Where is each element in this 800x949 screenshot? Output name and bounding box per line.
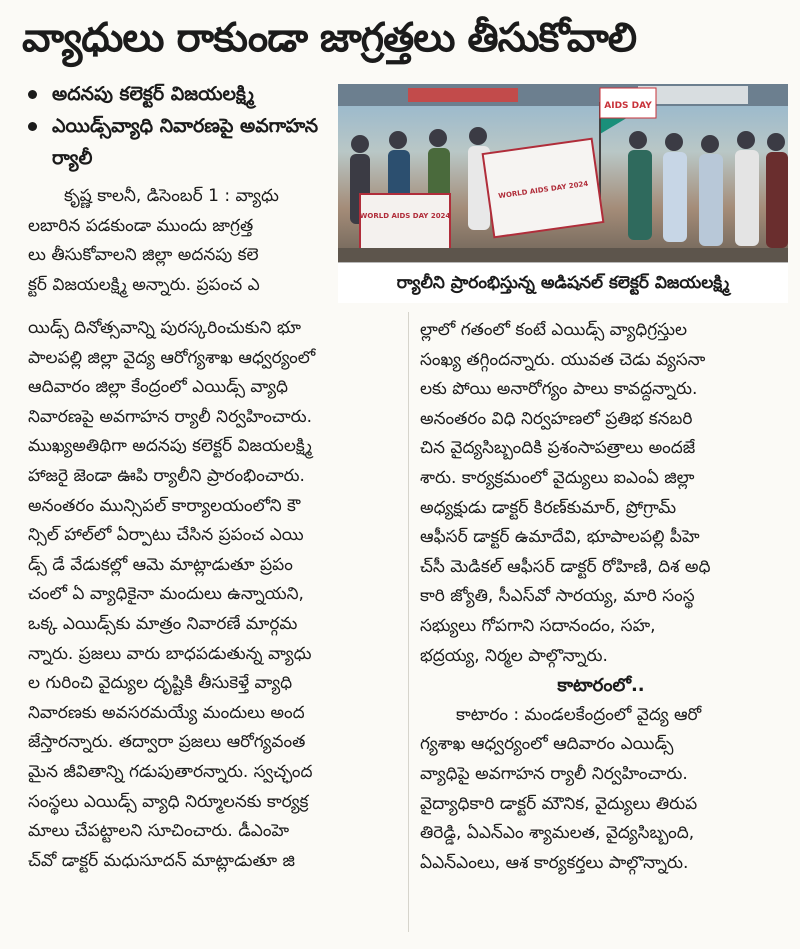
article-line: లకు పోయి అనారోగ్యం పాలు కావద్దన్నారు. [420,379,698,400]
article-line: ఆఫీసర్ డాక్టర్ ఉమాదేవి, భూపాలపల్లి పీహె [420,527,700,548]
rally-photo-illustration [338,84,788,262]
article-line: మాలు చేపట్టాలని సూచించారు. డీఎంహె [28,821,290,842]
aids-day-sign-text: AIDS DAY [604,101,652,111]
banner-left-text: WORLD AIDS DAY 2024 [359,212,451,220]
person-body [766,152,788,248]
person-body [699,154,723,246]
banner-center-text: WORLD AIDS DAY 2024 [497,179,589,201]
article-line: శారు. కార్యక్రమంలో వైద్యులు ఐఎంఏ జిల్లా [420,467,695,488]
article-line: అనంతరం మున్సిపల్ కార్యాలయంలోని కౌ [28,495,301,516]
article-line: వైద్యాధికారి డాక్టర్ మౌనిక, వైద్యులు తిరుప [420,793,698,814]
article-line: చ్‌సీ మెడికల్ ఆఫీసర్ డాక్టర్ రోహిణి, దిశ అధి [420,556,711,577]
article-line: చంలో ఏ వ్యాధికైనా మందులు ఉన్నాయని, [28,584,304,605]
article-line: మైన జీవితాన్ని గడుపుతారన్నారు. స్వచ్ఛంద [28,761,313,782]
person-body [663,152,687,242]
photo-caption: ర్యాలీని ప్రారంభిస్తున్న అడిషనల్ కలెక్టర్ విజయలక్ష్మి [338,262,788,303]
person [389,131,407,149]
article-line: సంస్థలు ఎయిడ్స్ వ్యాధి నిర్మూలనకు కార్యక్ర [28,791,309,812]
person [701,135,719,153]
person [665,133,683,151]
article-line: నివారణపై అవగాహన ర్యాలీ నిర్వహించారు. [28,406,313,427]
column-divider [408,312,409,932]
article-line: సంఖ్య తగ్గిందన్నారు. యువత చెడు వ్యసనా [420,349,706,370]
person [469,127,487,145]
article-line: జేస్తారన్నారు. తద్వారా ప్రజలు ఆరోగ్యవంత [28,732,306,753]
rally-photo [338,84,788,262]
subheading: కాటారంలో.. [557,675,645,697]
article-line: లబారిన పడకుండా ముందు జాగ్రత్త [28,215,254,236]
person [629,131,647,149]
article-line: ఏఎన్ఎంలు, ఆశ కార్యకర్తలు పాల్గొన్నారు. [420,852,689,873]
article-line: చిన వైద్యసిబ్బందికి ప్రశంసాపత్రాలు అందజే [420,438,696,459]
person [767,133,785,151]
article-line: లు తీసుకోవాలని జిల్లా అదనపు కలె [28,245,259,266]
article-line: హాజరై జెండా ఊపి ర్యాలీని ప్రారంభించారు. [28,465,305,486]
article-line: వ్యాధిపై అవగాహన ర్యాలీ నిర్వహించారు. [420,763,688,784]
article-line: సభ్యులు గోపగాని సదానందం, సహ, [420,615,656,636]
bullet-list [24,78,342,174]
article-line: డ్స్ డే వేడుకల్లో ఆమె మాట్లాడుతూ ప్రపం [28,554,293,575]
article-line: ఆదివారం జిల్లా కేంద్రంలో ఎయిడ్స్ వ్యాధి [28,377,288,398]
article-line: భద్రయ్య, నిర్మల పాల్గొన్నారు. [420,645,608,666]
article-column-left [28,314,402,876]
person [351,135,369,153]
article-line: ఒక్క ఎయిడ్స్‌కు మాత్రం నివారణే మార్గమ [28,613,298,634]
person [737,131,755,149]
article-line: అనంతరం విధి నిర్వహణలో ప్రతిభ కనబరి [420,408,693,429]
bullet-item: అదనపు కలెక్టర్ విజయలక్ష్మి [24,78,342,110]
bullet-item: ఎయిడ్స్‌వ్యాధి నివారణపై అవగాహన ర్యాలీ [24,110,342,174]
person-body [628,150,652,240]
person-body [735,150,759,246]
article-line: చ్‌వో డాక్టర్ మధుసూదన్ మాట్లాడుతూ జి [28,850,295,871]
article-line: గ్యశాఖ ఆధ్వర్యంలో ఆదివారం ఎయిడ్స్ [420,734,674,755]
headline: వ్యాధులు రాకుండా జాగ్రత్తలు తీసుకోవాలి [22,15,637,61]
person [429,129,447,147]
road [338,248,788,262]
article-column-left-top [28,182,332,300]
article-line: క్టర్ విజయలక్ష్మి అన్నారు. ప్రపంచ ఎ [28,274,260,295]
article-line: కృష్ణ కాలనీ, డిసెంబర్ 1 : వ్యాధు [64,186,279,206]
article-line: ల్లాలో గతంలో కంటే ఎయిడ్స్ వ్యాధిగ్రస్తుల [420,320,688,340]
article-line: పాలపల్లి జిల్లా వైద్య ఆరోగ్యశాఖ ఆధ్వర్యంలో [28,347,316,368]
article-line: తిరెడ్డి, ఏఎన్ఎం శ్యామలత, వైద్యసిబ్బంది, [420,823,695,844]
article-column-right [420,316,782,878]
article-line: నివారణకు అవసరమయ్యే మందులు అంద [28,702,305,723]
article-line: కాటారం : మండలకేంద్రంలో వైద్య ఆరో [456,704,702,725]
article-line: న్సిల్ హాల్‌లో ఏర్పాటు చేసిన ప్రపంచ ఎయి [28,525,304,546]
shop-sign [408,88,518,102]
article-line: కారి జ్యోతి, సీఎస్‌వో సారయ్య, మారి సంస్థ [420,586,695,607]
article-line: యిడ్స్ దినోత్సవాన్ని పురస్కరించుకుని భూ [28,318,301,338]
article-line: ల గురించి వైద్యుల దృష్టికి తీసుకెళ్తే వ్యాధి [28,673,293,694]
article-line: ముఖ్యఅతిథిగా అదనపు కలెక్టర్ విజయలక్ష్మి [28,436,312,457]
article-line: న్నారు. ప్రజలు వారు బాధపడుతున్న వ్యాధు [28,643,312,664]
article-line: అధ్యక్షుడు డాక్టర్ కిరణ్‌కుమార్, ప్రోగ్రామ్ [420,497,677,518]
